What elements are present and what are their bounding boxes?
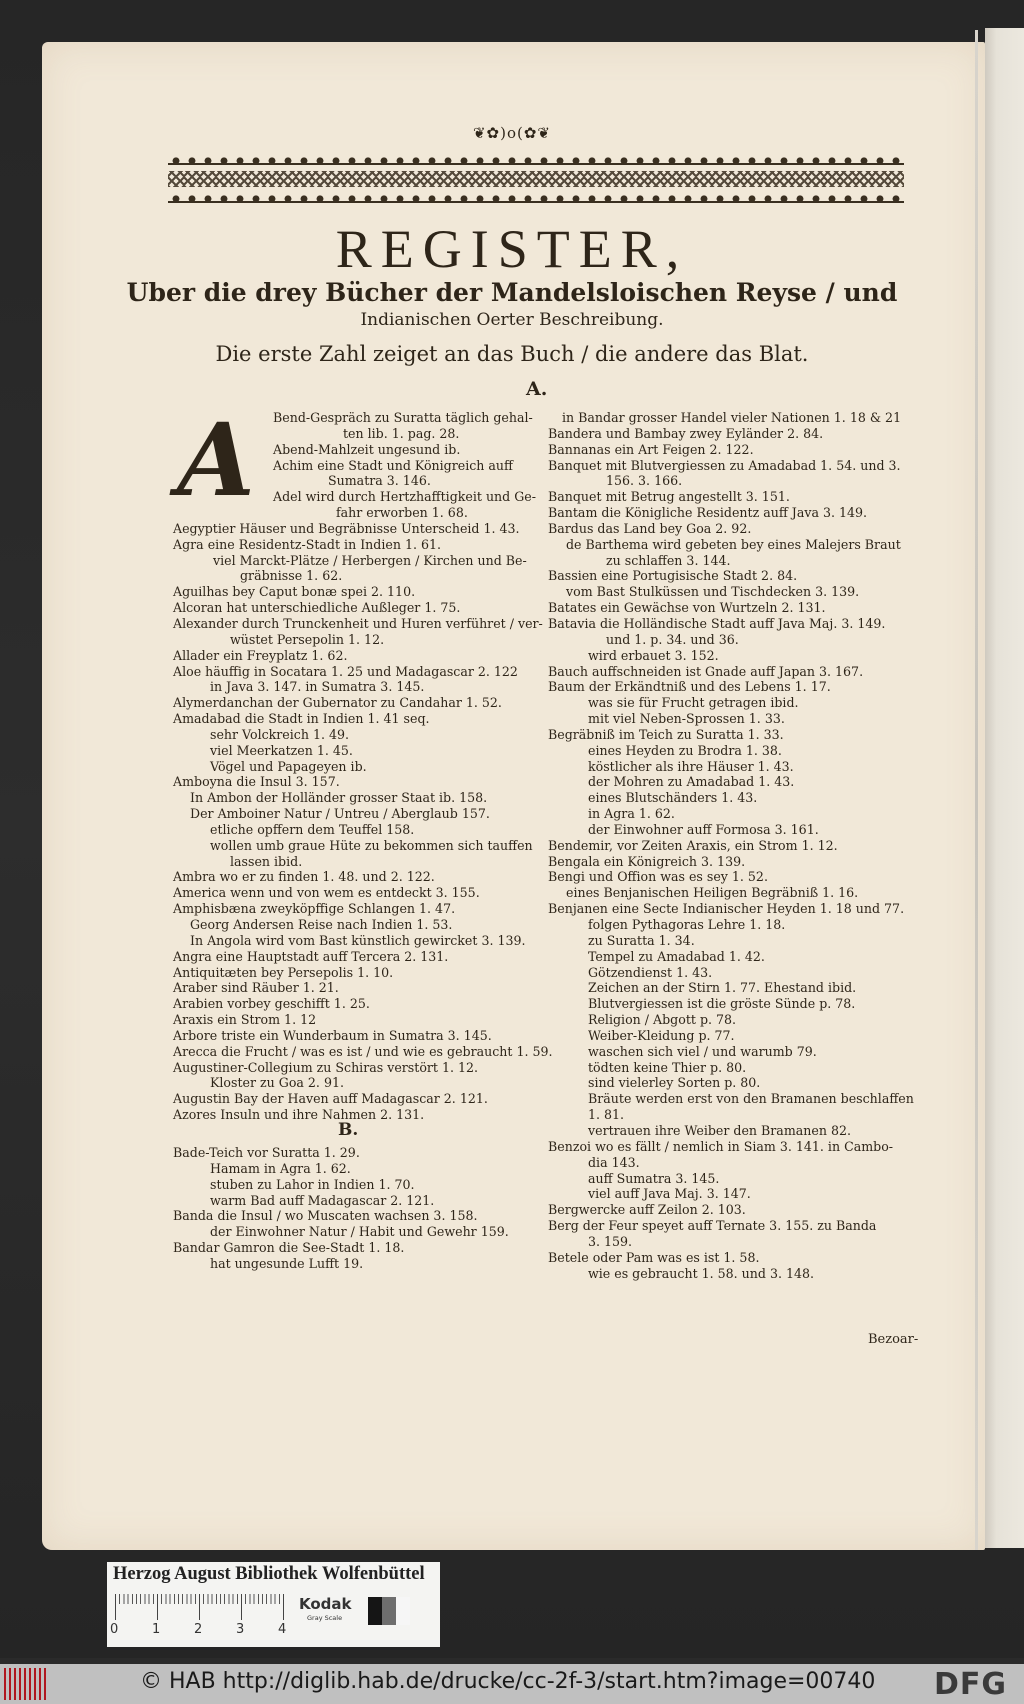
index-entry: Der Amboiner Natur / Untreu / Aberglaub 157. — [190, 806, 490, 822]
index-entry: 1. 81. — [588, 1107, 625, 1123]
index-entry: der Einwohner auff Formosa 3. 161. — [588, 821, 819, 837]
index-entry: dia 143. — [588, 1154, 640, 1170]
index-entry: Bassien eine Portugisische Stadt 2. 84. — [548, 568, 798, 584]
index-entry: Bannanas ein Art Feigen 2. 122. — [548, 441, 754, 457]
color-reference-card — [107, 1562, 440, 1647]
ruler-tick — [115, 1594, 116, 1620]
index-entry: ten lib. 1. pag. 28. — [343, 425, 460, 441]
index-entry: Baum der Erkändtniß und des Lebens 1. 17. — [548, 679, 831, 695]
index-entry: eines Heyden zu Brodra 1. 38. — [588, 742, 782, 758]
index-entry: Bendemir, vor Zeiten Araxis, ein Strom 1. 12. — [548, 837, 838, 853]
index-entry: Augustiner-Collegium zu Schiras verstört 1. 12. — [173, 1059, 479, 1075]
index-entry: Agra eine Residentz-Stadt in Indien 1. 61. — [173, 536, 441, 552]
index-entry: wird erbauet 3. 152. — [588, 647, 719, 663]
index-entry: und 1. p. 34. und 36. — [606, 631, 739, 647]
ruler-tick — [241, 1594, 242, 1620]
index-entry: Benjanen eine Secte Indianischer Heyden 1. 18 und 77. — [548, 901, 905, 917]
index-entry: hat ungesunde Lufft 19. — [210, 1255, 364, 1271]
index-entry: eines Benjanischen Heiligen Begräbniß 1. 16. — [566, 885, 859, 901]
index-entry: tödten keine Thier p. 80. — [588, 1059, 747, 1075]
index-entry: Arabien vorbey geschifft 1. 25. — [173, 996, 370, 1012]
index-entry: Kloster zu Goa 2. 91. — [210, 1075, 344, 1091]
ruler-scale — [115, 1594, 285, 1620]
index-entry: Religion / Abgott p. 78. — [588, 1012, 737, 1028]
hab-logo-icon — [4, 1668, 48, 1700]
index-entry: Benzoi wo es fällt / nemlich in Siam 3. 141. in Cambo- — [548, 1138, 894, 1154]
index-entry: 156. 3. 166. — [606, 473, 683, 489]
index-entry: Bade-Teich vor Suratta 1. 29. — [173, 1144, 360, 1160]
index-entry: auff Sumatra 3. 145. — [588, 1170, 720, 1186]
decorative-border-band — [168, 152, 904, 206]
index-entry: was sie für Frucht getragen ibid. — [588, 695, 799, 711]
index-entry: America wenn und von wem es entdeckt 3. 155. — [173, 885, 480, 901]
ruler-label: 4 — [278, 1622, 287, 1637]
index-entry: Bend-Gespräch zu Suratta täglich gehal- — [273, 410, 533, 425]
index-entry: Banquet mit Blutvergiessen zu Amadabad 1. 54. und 3. — [548, 457, 901, 473]
index-entry: Batates ein Gewächse von Wurtzeln 2. 131. — [548, 600, 826, 616]
footer-bar — [0, 1664, 1024, 1704]
index-entry: Betele oder Pam was es ist 1. 58. — [548, 1249, 760, 1265]
index-entry: Weiber-Kleidung p. 77. — [588, 1027, 735, 1043]
index-entry: Aloe häuffig in Socatara 1. 25 und Madagascar 2. 122 — [173, 663, 518, 679]
gray-scale-patches — [368, 1597, 410, 1625]
index-entry: in Bandar grosser Handel vieler Nationen 1. 18 & 21 — [562, 410, 902, 425]
ruler-tick — [199, 1594, 200, 1620]
index-entry: der Einwohner Natur / Habit und Gewehr 159. — [210, 1224, 509, 1240]
index-entry: Achim eine Stadt und Königreich auff — [273, 457, 513, 473]
index-entry: Götzendienst 1. 43. — [588, 964, 713, 980]
index-entry: eines Blutschänders 1. 43. — [588, 790, 758, 806]
index-entry: der Mohren zu Amadabad 1. 43. — [588, 774, 795, 790]
index-entry: Amboyna die Insul 3. 157. — [173, 774, 340, 790]
index-entry: 3. 159. — [588, 1233, 633, 1249]
index-entry: sehr Volckreich 1. 49. — [210, 726, 349, 742]
index-entry: waschen sich viel / und warumb 79. — [588, 1043, 817, 1059]
index-entry: Bauch auffschneiden ist Gnade auff Japan 3. 167. — [548, 663, 864, 679]
index-entry: de Barthema wird gebeten bey eines Malejers Braut — [566, 536, 901, 552]
index-entry: Bandar Gamron die See-Stadt 1. 18. — [173, 1240, 405, 1256]
index-entry: Georg Andersen Reise nach Indien 1. 53. — [190, 917, 453, 932]
index-entry: Vögel und Papageyen ib. — [210, 758, 367, 774]
copyright-url: © HAB http://diglib.hab.de/drucke/cc-2f-3/start.htm?image=00740 — [140, 1669, 876, 1694]
index-entry: Arecca die Frucht / was es ist / und wie es gebraucht 1. 59. — [173, 1043, 553, 1059]
index-column-left — [173, 410, 553, 1272]
index-entry: in Java 3. 147. in Sumatra 3. 145. — [210, 679, 425, 695]
head-ornament: ❦✿)o(✿❦ — [472, 124, 551, 142]
index-entry: Araxis ein Strom 1. 12 — [173, 1012, 317, 1028]
index-entry: Hamam in Agra 1. 62. — [210, 1160, 351, 1176]
index-entry: wüstet Persepolin 1. 12. — [230, 631, 385, 647]
page-title: REGISTER, — [335, 219, 689, 279]
drop-cap-initial: A — [177, 401, 255, 519]
index-entry: viel Meerkatzen 1. 45. — [210, 742, 353, 758]
kodak-subtitle: Gray Scale — [307, 1614, 343, 1622]
kodak-logo: Kodak — [299, 1595, 352, 1613]
index-entry: köstlicher als ihre Häuser 1. 43. — [588, 758, 794, 774]
index-entry: Bengala ein Königreich 3. 139. — [548, 853, 746, 869]
index-entry: Bandera und Bambay zwey Eyländer 2. 84. — [548, 425, 824, 441]
index-entry: Alymerdanchan der Gubernator zu Candahar 1. 52. — [173, 695, 502, 711]
index-entry: Bardus das Land bey Goa 2. 92. — [548, 520, 752, 536]
index-entry: lassen ibid. — [230, 853, 303, 869]
border-row-top — [168, 152, 904, 168]
index-entry: Bräute werden erst von den Bramanen beschlaffen — [588, 1091, 914, 1107]
index-entry: Begräbniß im Teich zu Suratta 1. 33. — [548, 726, 784, 742]
index-entry: Araber sind Räuber 1. 21. — [173, 980, 339, 996]
index-entry: etliche opffern dem Teuffel 158. — [210, 821, 415, 837]
index-entry: mit viel Neben-Sprossen 1. 33. — [588, 711, 785, 727]
index-entry: Berg der Feur speyet auff Ternate 3. 155. zu Banda — [548, 1218, 877, 1234]
index-entry: Aegyptier Häuser und Begräbnisse Unterscheid 1. 43. — [173, 520, 520, 536]
index-entry: Bergwercke auff Zeilon 2. 103. — [548, 1202, 746, 1218]
index-entry: Bantam die Königliche Residentz auff Java 3. 149. — [548, 505, 868, 521]
library-name: Herzog August Bibliothek Wolfenbüttel — [113, 1564, 425, 1584]
index-entry: gräbnisse 1. 62. — [240, 568, 343, 584]
index-entry: wollen umb graue Hüte zu bekommen sich tauffen — [210, 837, 533, 853]
border-row-middle — [168, 171, 904, 187]
index-entry: In Angola wird vom Bast künstlich gewircket 3. 139. — [190, 932, 526, 948]
index-entry: folgen Pythagoras Lehre 1. 18. — [588, 917, 786, 932]
ruler-label: 1 — [152, 1622, 161, 1637]
index-entry: Antiquitæten bey Persepolis 1. 10. — [173, 964, 394, 980]
index-entry: zu schlaffen 3. 144. — [606, 552, 731, 568]
index-entry: Alcoran hat unterschiedliche Außleger 1. 75. — [173, 600, 461, 616]
index-entry: Arbore triste ein Wunderbaum in Sumatra 3. 145. — [173, 1027, 492, 1043]
index-entry: Batavia die Holländische Stadt auff Java Maj. 3. 149. — [548, 615, 886, 631]
ruler-label: 2 — [194, 1622, 203, 1637]
index-entry: Zeichen an der Stirn 1. 77. Ehestand ibid. — [588, 980, 857, 996]
gray-patch-black — [368, 1597, 382, 1625]
index-entry: Bengi und Offion was es sey 1. 52. — [548, 869, 768, 885]
index-entry: sind vielerley Sorten p. 80. — [588, 1075, 761, 1091]
index-entry: Azores Insuln und ihre Nahmen 2. 131. — [173, 1107, 425, 1123]
index-entry: In Ambon der Holländer grosser Staat ib. 158. — [190, 790, 488, 806]
index-entry: Augustin Bay der Haven auff Madagascar 2. 121. — [173, 1091, 488, 1107]
index-entry: Adel wird durch Hertzhafftigkeit und Ge- — [273, 489, 536, 505]
index-entry: Aguilhas bey Caput bonæ spei 2. 110. — [173, 584, 416, 600]
index-entry: Amphisbæna zweyköpffige Schlangen 1. 47. — [173, 901, 456, 917]
index-entry: Amadabad die Stadt in Indien 1. 41 seq. — [173, 711, 430, 727]
index-entry: Ambra wo er zu finden 1. 48. und 2. 122. — [173, 869, 435, 885]
subtitle-line-3: Die erste Zahl zeiget an das Buch / die andere das Blat. — [215, 342, 809, 366]
ruler-tick — [157, 1594, 158, 1620]
section-heading-b: B. — [338, 1119, 359, 1140]
border-row-bottom — [168, 190, 904, 206]
gray-patch-mid — [382, 1597, 396, 1625]
gray-patch-white — [396, 1597, 410, 1625]
index-entry: Allader ein Freyplatz 1. 62. — [173, 647, 348, 663]
index-entry: Banquet mit Betrug angestellt 3. 151. — [548, 489, 790, 505]
index-entry: zu Suratta 1. 34. — [588, 932, 695, 948]
index-entry: vertrauen ihre Weiber den Bramanen 82. — [588, 1122, 851, 1138]
index-entry: Abend-Mahlzeit ungesund ib. — [273, 441, 461, 457]
index-entry: Angra eine Hauptstadt auff Tercera 2. 131. — [173, 948, 449, 964]
index-entry: viel auff Java Maj. 3. 147. — [588, 1186, 751, 1202]
dfg-logo: DFG — [934, 1667, 1008, 1702]
index-entry: in Agra 1. 62. — [588, 806, 675, 822]
ruler-label: 0 — [110, 1622, 119, 1637]
subtitle-line-1: Uber die drey Bücher der Mandelsloischen Reyse / und — [126, 278, 898, 307]
section-heading-a: A. — [526, 378, 548, 400]
index-entry: Banda die Insul / wo Muscaten wachsen 3. 158. — [173, 1208, 478, 1224]
ruler-tick — [283, 1594, 284, 1620]
index-entry: wie es gebraucht 1. 58. und 3. 148. — [588, 1265, 815, 1281]
index-entry: fahr erworben 1. 68. — [336, 505, 468, 521]
index-entry: Alexander durch Trunckenheit und Huren verführet / ver- — [173, 615, 543, 631]
subtitle-line-2: Indianischen Oerter Beschreibung. — [360, 310, 664, 330]
index-entry: stuben zu Lahor in Indien 1. 70. — [210, 1176, 415, 1192]
index-entry: warm Bad auff Madagascar 2. 121. — [210, 1192, 435, 1208]
catchword: Bezoar- — [868, 1332, 919, 1347]
index-entry: Sumatra 3. 146. — [328, 473, 431, 489]
ruler-label: 3 — [236, 1622, 245, 1637]
index-entry: Tempel zu Amadabad 1. 42. — [588, 948, 765, 964]
index-entry: Blutvergiessen ist die gröste Sünde p. 78. — [588, 996, 856, 1012]
index-entry: viel Marckt-Plätze / Herbergen / Kirchen und Be- — [213, 552, 527, 568]
index-column-right — [548, 410, 938, 1281]
index-entry: vom Bast Stulküssen und Tischdecken 3. 139. — [566, 584, 860, 600]
